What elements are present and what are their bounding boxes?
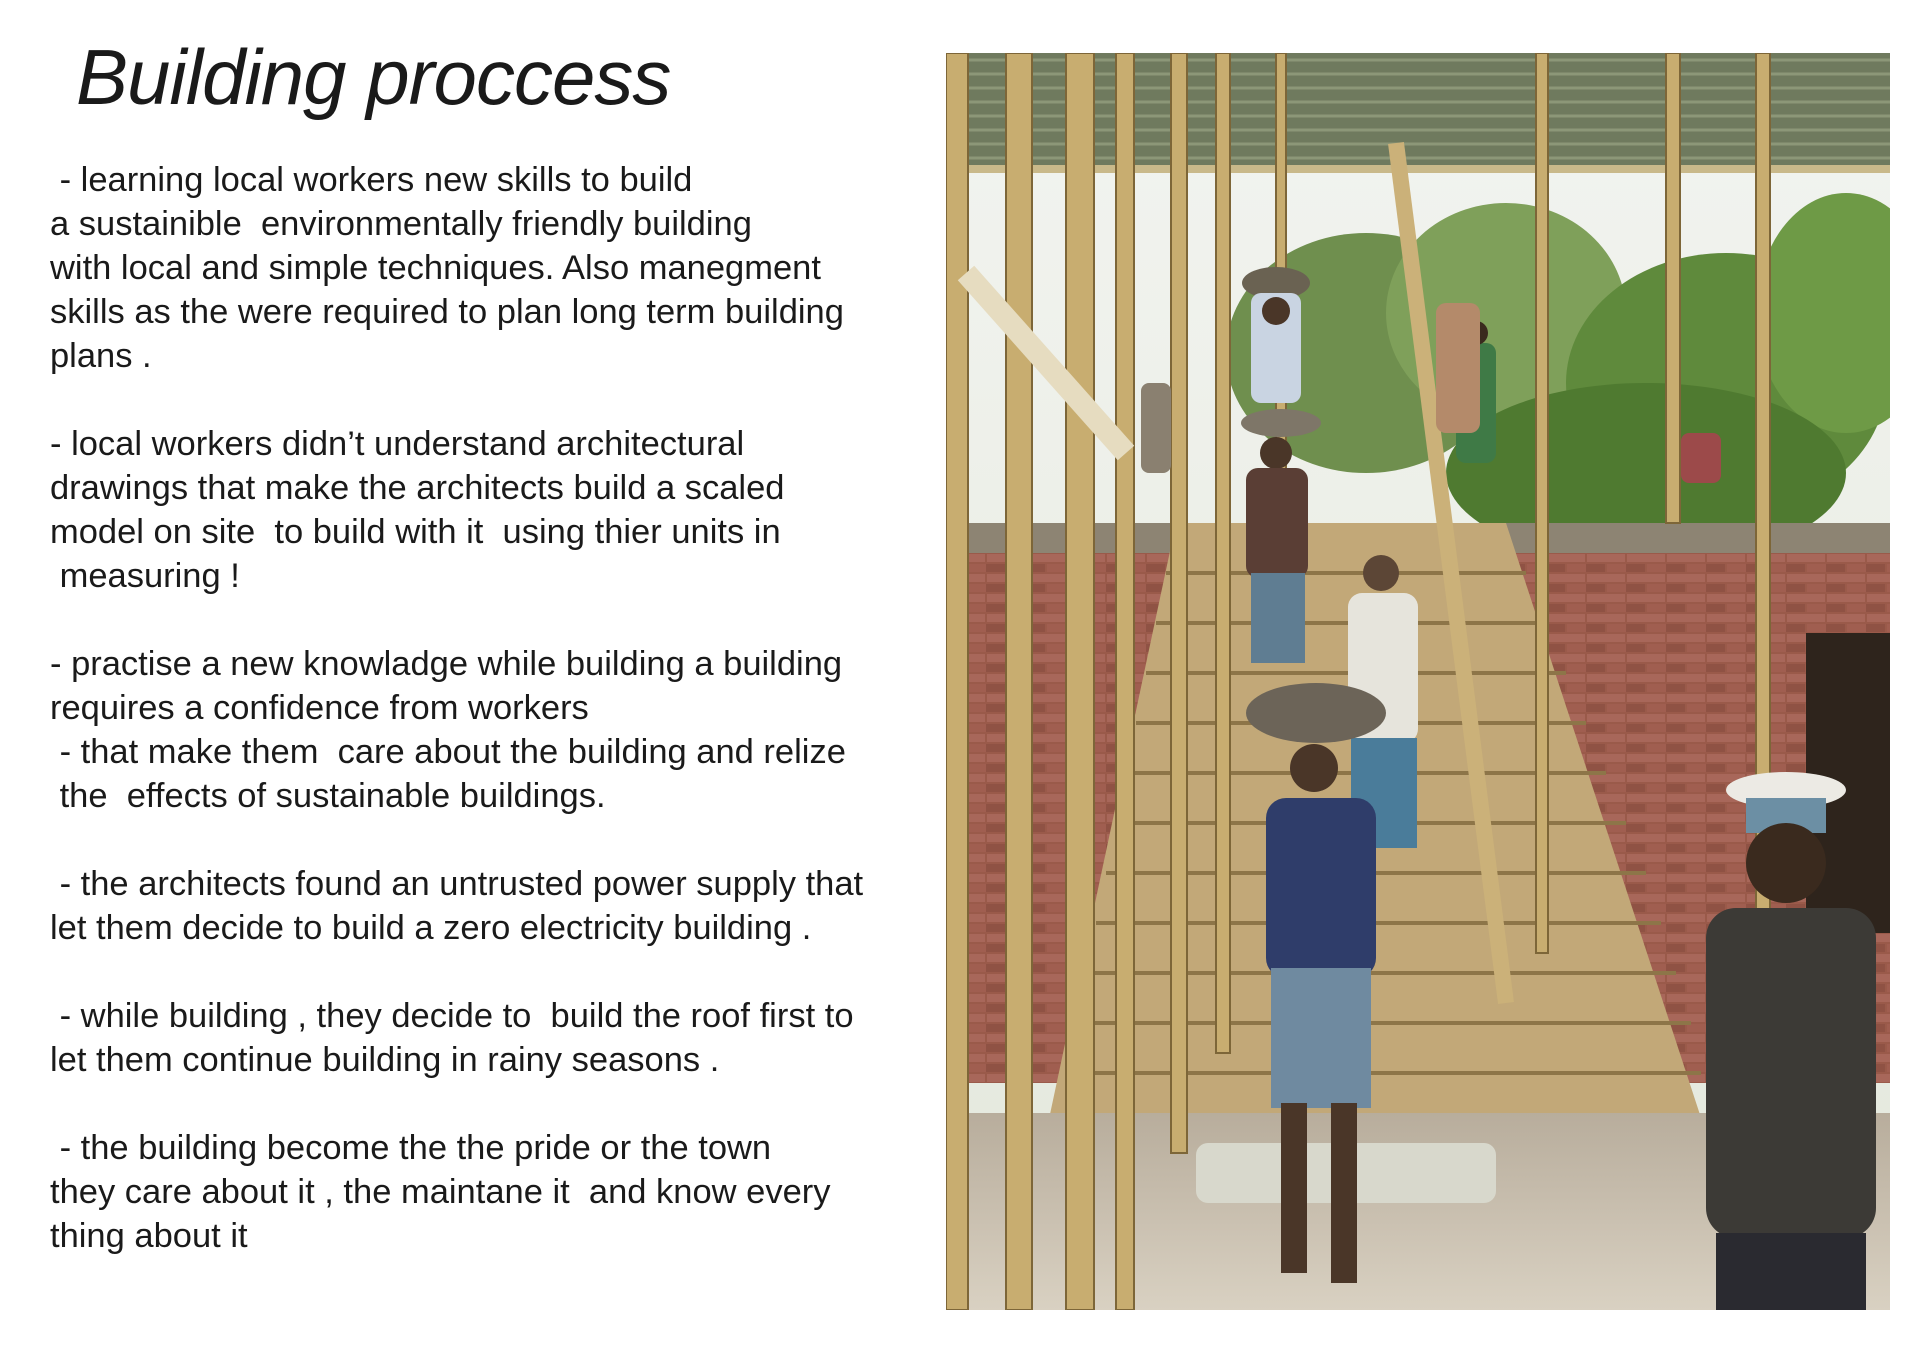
text-line: - the architects found an untrusted power supply that [50, 865, 864, 903]
text-line: the effects of sustainable buildings. [50, 777, 606, 815]
text-line: plans . [50, 337, 152, 375]
paragraph-power [50, 862, 930, 950]
paragraph-skills [50, 158, 930, 378]
construction-photo [946, 53, 1890, 1310]
text-line: - learning local workers new skills to build [50, 161, 693, 199]
text-line: measuring ! [50, 557, 240, 595]
text-line: - local workers didn’t understand architectural [50, 425, 745, 463]
text-line: - practise a new knowladge while building a building [50, 645, 843, 683]
text-line: thing about it [50, 1217, 248, 1255]
text-line: - the building become the the pride or the town [50, 1129, 772, 1167]
body-text [50, 158, 930, 1302]
text-line: let them continue building in rainy seasons . [50, 1041, 720, 1079]
text-line: drawings that make the architects build a scaled [50, 469, 785, 507]
text-line: - that make them care about the building and relize [50, 733, 846, 771]
text-line: let them decide to build a zero electricity building . [50, 909, 812, 947]
paragraph-pride [50, 1126, 930, 1258]
construction-photo-illustration [946, 53, 1890, 1310]
text-line: they care about it , the maintane it and know every [50, 1173, 831, 1211]
text-line: - while building , they decide to build the roof first to [50, 997, 854, 1035]
text-line: with local and simple techniques. Also manegment [50, 249, 821, 287]
text-line: model on site to build with it using thier units in [50, 513, 781, 551]
page-title: Building proccess [76, 33, 671, 121]
paragraph-roof [50, 994, 930, 1082]
text-line: skills as the were required to plan long term building [50, 293, 844, 331]
paragraph-model [50, 422, 930, 598]
paragraph-confidence [50, 642, 930, 818]
text-line: requires a confidence from workers [50, 689, 589, 727]
text-line: a sustainible environmentally friendly building [50, 205, 752, 243]
